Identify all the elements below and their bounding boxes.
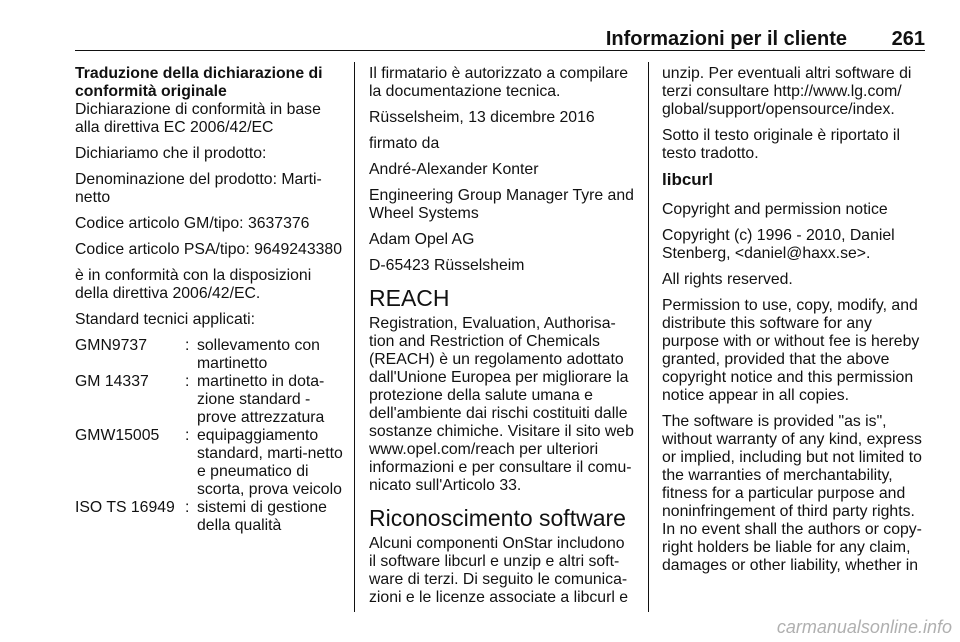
header-divider: [75, 50, 925, 51]
signatory-role: Engineering Group Manager Tyre and Wheel Systems: [369, 187, 634, 222]
standard-separator: :: [185, 373, 190, 390]
declaration-heading-line1: Traduzione della dichiarazione di: [75, 65, 323, 82]
standard-description: sollevamento con martinetto: [197, 337, 320, 372]
standard-code: GM 14337: [75, 373, 149, 390]
standards-row: [75, 499, 343, 535]
signatory-note: Il firmatario è autorizzato a compilare la documentazione tecnica.: [369, 65, 628, 100]
watermark: carmanualsonline.info: [776, 617, 952, 637]
company-address: D-65423 Rüsselsheim: [369, 257, 525, 274]
standard-description: equipaggiamento standard, marti-netto e pneumatico di scorta, prova veicolo: [197, 427, 343, 498]
standard-code: ISO TS 16949: [75, 499, 175, 516]
column-2: [369, 65, 635, 615]
declaration-intro: Dichiarazione di conformità in base alla direttiva EC 2006/42/EC: [75, 101, 321, 136]
standards-table: [75, 337, 343, 535]
software-text: Alcuni componenti OnStar includono il software libcurl e unzip e altri soft-ware di terzi. Di seguito le comunica-zioni e le licenze associate a libcurl e: [369, 535, 629, 606]
software-heading: Riconoscimento software: [369, 505, 626, 531]
signed-by: firmato da: [369, 135, 440, 152]
third-party-note: unzip. Per eventuali altri software di terzi consultare http://www.lg.com/ global/support/opensource/index.: [662, 65, 912, 118]
signatory-name: André-Alexander Konter: [369, 161, 539, 178]
translation-note: Sotto il testo originale è riportato il testo tradotto.: [662, 127, 900, 162]
standard-separator: :: [185, 337, 190, 354]
standard-code: GMN9737: [75, 337, 147, 354]
conformity-statement: è in conformità con la disposizioni della direttiva 2006/42/EC.: [75, 267, 312, 302]
standard-separator: :: [185, 499, 190, 516]
standards-row: [75, 373, 343, 427]
standards-intro: Standard tecnici applicati:: [75, 311, 256, 328]
standards-row: [75, 337, 343, 373]
declaration-heading-line2: conformità originale: [75, 83, 227, 100]
warranty-text: The software is provided "as is", without warranty of any kind, express or implied, including but not limited to the warranties of merchantability, fitness for a particular purpose and noninfringement of third party rights. In no event shall the authors or copy-right holders be liable for any claim, damages or other liability, whether in: [662, 413, 922, 574]
copyright-title: Copyright and permission notice: [662, 201, 888, 218]
declaration-statement: Dichiariamo che il prodotto:: [75, 145, 267, 162]
rights-reserved: All rights reserved.: [662, 271, 793, 288]
reach-text: Registration, Evaluation, Authorisa-tion and Restriction of Chemicals (REACH) è un regolamento adottato dall'Unione Europea per migliorare la protezione della salute umana e dell'ambiente dai rischi costituiti dalle sostanze chimiche. Visitare il sito web www.opel.com/reach per ulteriori informazioni e per consultare il comu-nicato sull'Articolo 33.: [369, 315, 634, 494]
standard-description: martinetto in dota-zione standard - prove attrezzatura: [197, 373, 325, 426]
column-1: [75, 65, 343, 535]
gm-part-number: Codice articolo GM/tipo: 3637376: [75, 215, 310, 232]
page-header: [75, 0, 925, 51]
page-number: 261: [891, 28, 925, 50]
page-title: Informazioni per il cliente: [605, 28, 847, 50]
place-date: Rüsselsheim, 13 dicembre 2016: [369, 109, 595, 126]
column-divider-1: [354, 62, 355, 612]
column-divider-2: [648, 62, 649, 612]
libcurl-heading: libcurl: [662, 170, 714, 189]
standards-row: [75, 427, 343, 499]
copyright-line: Copyright (c) 1996 - 2010, Daniel Stenberg, <daniel@haxx.se>.: [662, 227, 895, 262]
permission-text: Permission to use, copy, modify, and distribute this software for any purpose with or without fee is hereby granted, provided that the above copyright notice and this permission notice appear in all copies.: [662, 297, 920, 404]
standard-separator: :: [185, 427, 190, 444]
psa-part-number: Codice articolo PSA/tipo: 9649243380: [75, 241, 342, 258]
reach-heading: REACH: [369, 285, 450, 311]
product-name: Denominazione del prodotto: Marti-netto: [75, 171, 322, 206]
standard-code: GMW15005: [75, 427, 160, 444]
company-name: Adam Opel AG: [369, 231, 475, 248]
standard-description: sistemi di gestione della qualità: [197, 499, 327, 534]
column-3: [662, 65, 930, 583]
